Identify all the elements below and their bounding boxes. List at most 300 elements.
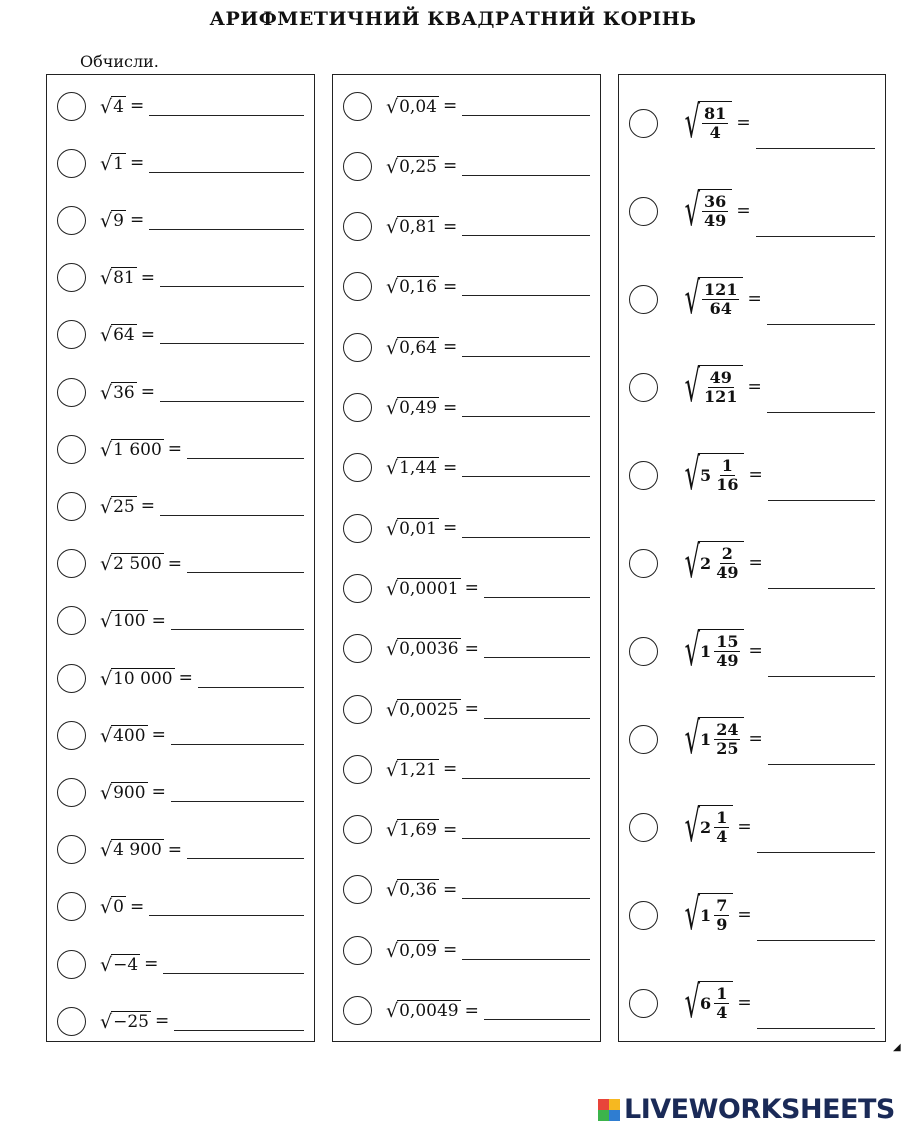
answer-circle[interactable] — [343, 152, 372, 181]
answer-circle[interactable] — [57, 835, 86, 864]
equals-sign: = — [737, 993, 752, 1013]
radical-sign-icon: √ — [386, 577, 399, 600]
equals-sign: = — [155, 1011, 170, 1032]
equals-sign: = — [736, 113, 751, 133]
radical-sign-icon: √ — [684, 889, 701, 940]
radical-sign-icon: √ — [386, 155, 399, 178]
square-root-expression — [100, 96, 126, 117]
equals-sign: = — [464, 1000, 479, 1021]
square-root-expression — [386, 276, 439, 297]
radicand — [698, 541, 744, 585]
answer-circle[interactable] — [343, 333, 372, 362]
logo-icon — [598, 1099, 620, 1121]
answer-blank[interactable] — [462, 880, 590, 899]
column-3 — [618, 74, 886, 1042]
fraction — [714, 545, 740, 581]
answer-circle[interactable] — [57, 664, 86, 693]
answer-circle[interactable] — [343, 634, 372, 663]
answer-blank[interactable] — [462, 820, 590, 839]
answer-blank[interactable] — [757, 834, 875, 853]
radicand — [698, 805, 733, 849]
exercise-row — [619, 357, 885, 417]
square-root-expression — [386, 638, 461, 659]
square-root-expression — [386, 457, 439, 478]
exercise-row — [47, 375, 314, 409]
radical-sign-icon: √ — [684, 977, 701, 1028]
answer-blank[interactable] — [462, 519, 590, 538]
exercise-row — [619, 973, 885, 1033]
equals-sign: = — [747, 289, 762, 309]
answer-blank[interactable] — [171, 611, 304, 630]
equals-sign: = — [129, 210, 145, 231]
radical-sign-icon: √ — [684, 97, 701, 148]
radical-sign-icon: √ — [100, 438, 113, 461]
square-root-expression — [100, 839, 164, 860]
radicand: 400 — [113, 725, 146, 746]
answer-blank[interactable] — [484, 639, 590, 658]
equals-sign: = — [442, 518, 458, 539]
answer-blank[interactable] — [160, 383, 304, 402]
exercise-row — [619, 621, 885, 681]
square-root-expression — [100, 210, 126, 231]
square-root-expression — [386, 819, 439, 840]
corner-mark: ◢ — [893, 1042, 901, 1053]
square-root-expression — [672, 185, 732, 236]
answer-circle[interactable] — [629, 373, 658, 402]
answer-circle[interactable] — [57, 606, 86, 635]
radical-sign-icon: √ — [386, 517, 399, 540]
radicand: 0,25 — [399, 156, 437, 177]
radicand: 1 — [113, 153, 124, 174]
radical-sign-icon: √ — [100, 781, 113, 804]
exercise-row — [619, 533, 885, 593]
radicand: 81 — [113, 268, 135, 289]
answer-blank[interactable] — [756, 130, 875, 149]
exercise-row — [333, 149, 600, 183]
fraction — [702, 281, 739, 317]
equals-sign: = — [151, 725, 166, 746]
answer-circle[interactable] — [343, 574, 372, 603]
answer-blank[interactable] — [757, 922, 875, 941]
square-root-expression — [100, 725, 148, 746]
exercise-row — [47, 890, 314, 924]
equals-sign: = — [737, 817, 752, 837]
radical-sign-icon: √ — [386, 216, 399, 239]
radical-sign-icon: √ — [100, 267, 113, 290]
equals-sign: = — [129, 153, 145, 174]
answer-circle[interactable] — [57, 263, 86, 292]
exercise-row — [47, 833, 314, 867]
radicand — [698, 981, 733, 1025]
square-root-expression — [672, 625, 744, 676]
square-root-expression — [100, 153, 126, 174]
radicand: 100 — [113, 611, 146, 632]
square-root-expression — [386, 518, 439, 539]
answer-circle[interactable] — [343, 996, 372, 1025]
equals-sign: = — [748, 641, 763, 661]
square-root-expression — [672, 361, 743, 412]
square-root-expression — [386, 1000, 461, 1021]
radicand: 2 500 — [113, 554, 162, 575]
answer-circle[interactable] — [629, 285, 658, 314]
answer-blank[interactable] — [462, 97, 590, 116]
whole-part: 2 — [700, 554, 712, 573]
answer-blank[interactable] — [174, 1012, 304, 1031]
square-root-expression — [386, 940, 439, 961]
answer-circle[interactable] — [629, 637, 658, 666]
numerator: 1 — [721, 456, 733, 476]
radicand: 0,81 — [399, 217, 437, 238]
answer-circle[interactable] — [629, 725, 658, 754]
equals-sign: = — [464, 578, 479, 599]
answer-circle[interactable] — [629, 813, 658, 842]
equals-sign: = — [167, 553, 183, 574]
radical-sign-icon: √ — [386, 1000, 399, 1022]
square-root-expression — [100, 896, 126, 917]
radical-sign-icon: √ — [100, 324, 113, 347]
radical-sign-icon: √ — [100, 1010, 113, 1033]
radicand — [698, 365, 743, 409]
exercise-row — [333, 571, 600, 605]
radicand: 0,04 — [399, 96, 437, 117]
answer-circle[interactable] — [343, 272, 372, 301]
radicand: −4 — [113, 954, 139, 975]
answer-blank[interactable] — [462, 157, 590, 176]
answer-blank[interactable] — [160, 268, 304, 287]
exercise-row — [333, 752, 600, 786]
radicand — [698, 893, 733, 937]
radical-sign-icon: √ — [386, 397, 399, 419]
equals-sign: = — [748, 553, 763, 573]
radicand: 0,09 — [399, 940, 437, 961]
fraction — [714, 809, 729, 845]
liveworksheets-logo — [598, 1094, 895, 1125]
denominator: 121 — [704, 387, 738, 406]
exercise-row — [333, 89, 600, 123]
equals-sign: = — [442, 940, 458, 961]
equals-sign: = — [151, 782, 166, 803]
equals-sign: = — [736, 201, 751, 221]
denominator: 25 — [716, 739, 739, 758]
radical-sign-icon: √ — [684, 713, 701, 764]
answer-circle[interactable] — [629, 901, 658, 930]
answer-circle[interactable] — [629, 109, 658, 138]
radical-sign-icon: √ — [386, 758, 399, 781]
answer-blank[interactable] — [462, 941, 590, 960]
square-root-expression — [100, 553, 164, 574]
answer-blank[interactable] — [160, 325, 304, 344]
answer-blank[interactable] — [187, 440, 304, 459]
answer-circle[interactable] — [57, 778, 86, 807]
answer-blank[interactable] — [768, 482, 875, 501]
answer-blank[interactable] — [160, 497, 304, 516]
exercise-row — [47, 489, 314, 523]
radical-sign-icon: √ — [684, 449, 701, 500]
equals-sign: = — [140, 496, 155, 517]
answer-circle[interactable] — [629, 549, 658, 578]
square-root-expression — [386, 337, 439, 358]
answer-blank[interactable] — [149, 897, 304, 916]
radicand: 4 — [113, 96, 124, 117]
square-root-expression — [386, 96, 439, 117]
radicand: 900 — [113, 782, 146, 803]
numerator: 1 — [716, 808, 728, 828]
whole-part: 6 — [700, 994, 712, 1013]
instruction: Обчисли. — [80, 52, 159, 71]
answer-blank[interactable] — [768, 570, 875, 589]
radicand: 0,0036 — [399, 639, 459, 660]
answer-circle[interactable] — [343, 815, 372, 844]
radicand: 9 — [113, 210, 124, 231]
exercise-row — [47, 203, 314, 237]
square-root-expression — [100, 954, 140, 975]
exercise-row — [333, 330, 600, 364]
radical-sign-icon: √ — [100, 152, 113, 175]
square-root-expression — [386, 578, 461, 599]
answer-blank[interactable] — [198, 669, 304, 688]
answer-circle[interactable] — [343, 453, 372, 482]
square-root-expression — [100, 324, 137, 345]
radicand: 0,49 — [399, 398, 437, 418]
equals-sign: = — [442, 457, 458, 478]
equals-sign: = — [442, 96, 458, 116]
answer-circle[interactable] — [343, 212, 372, 241]
answer-circle[interactable] — [629, 989, 658, 1018]
radical-sign-icon: √ — [386, 638, 399, 661]
fraction — [714, 897, 729, 933]
denominator: 16 — [716, 475, 739, 494]
column-1 — [46, 74, 315, 1042]
answer-circle[interactable] — [57, 206, 86, 235]
exercise-row — [47, 775, 314, 809]
numerator: 49 — [709, 368, 732, 388]
exercise-row — [47, 947, 314, 981]
answer-circle[interactable] — [57, 1007, 86, 1036]
answer-blank[interactable] — [767, 394, 875, 413]
square-root-expression — [386, 156, 439, 177]
answer-blank[interactable] — [462, 760, 590, 779]
whole-part: 1 — [700, 906, 712, 925]
exercise-row — [333, 994, 600, 1028]
numerator: 81 — [704, 104, 727, 124]
answer-circle[interactable] — [57, 892, 86, 921]
square-root-expression — [100, 439, 164, 460]
square-root-expression — [672, 801, 733, 852]
radicand — [698, 629, 744, 673]
answer-circle[interactable] — [57, 721, 86, 750]
radical-sign-icon: √ — [100, 381, 113, 404]
radicand: 25 — [113, 496, 135, 517]
square-root-expression — [100, 782, 148, 803]
answer-blank[interactable] — [462, 217, 590, 236]
answer-blank[interactable] — [484, 1001, 590, 1020]
radical-sign-icon: √ — [100, 724, 113, 747]
answer-circle[interactable] — [343, 514, 372, 543]
square-root-expression — [672, 889, 733, 940]
numerator: 121 — [704, 280, 738, 300]
answer-circle[interactable] — [57, 320, 86, 349]
exercise-row — [619, 797, 885, 857]
radicand: 64 — [113, 325, 135, 346]
denominator: 49 — [716, 563, 739, 582]
answer-blank[interactable] — [756, 218, 875, 237]
equals-sign: = — [442, 759, 458, 780]
radical-sign-icon: √ — [100, 667, 113, 690]
exercise-row — [619, 93, 885, 153]
answer-blank[interactable] — [462, 458, 590, 477]
exercise-row — [47, 1004, 314, 1038]
radicand — [698, 453, 744, 497]
radicand: 10 000 — [113, 668, 173, 689]
exercise-row — [47, 318, 314, 352]
answer-circle[interactable] — [57, 149, 86, 178]
square-root-expression — [672, 713, 744, 764]
fraction — [714, 721, 740, 757]
radicand: 0,0001 — [399, 578, 459, 599]
fraction — [714, 985, 729, 1021]
answer-circle[interactable] — [57, 92, 86, 121]
denominator: 49 — [716, 651, 739, 670]
answer-blank[interactable] — [462, 277, 590, 296]
answer-circle[interactable] — [343, 936, 372, 965]
equals-sign: = — [747, 377, 762, 397]
radical-sign-icon: √ — [100, 495, 113, 518]
exercise-row — [333, 391, 600, 425]
square-root-expression — [386, 759, 439, 780]
numerator: 36 — [704, 192, 727, 212]
exercise-row — [47, 604, 314, 638]
exercise-row — [333, 692, 600, 726]
answer-circle[interactable] — [57, 378, 86, 407]
answer-blank[interactable] — [163, 955, 304, 974]
answer-blank[interactable] — [484, 700, 590, 719]
radical-sign-icon: √ — [100, 610, 113, 633]
radicand: 0,64 — [399, 337, 437, 358]
radical-sign-icon: √ — [100, 553, 113, 576]
square-root-expression — [672, 273, 743, 324]
radical-sign-icon: √ — [100, 839, 113, 862]
fraction — [714, 457, 740, 493]
radical-sign-icon: √ — [684, 273, 701, 324]
answer-blank[interactable] — [462, 398, 590, 417]
answer-blank[interactable] — [767, 306, 875, 325]
whole-part: 1 — [700, 730, 712, 749]
answer-blank[interactable] — [171, 726, 304, 745]
answer-blank[interactable] — [149, 97, 304, 116]
answer-blank[interactable] — [149, 211, 304, 230]
answer-circle[interactable] — [57, 950, 86, 979]
answer-blank[interactable] — [768, 658, 875, 677]
answer-circle[interactable] — [343, 695, 372, 724]
answer-circle[interactable] — [343, 393, 372, 422]
answer-circle[interactable] — [343, 92, 372, 121]
radical-sign-icon: √ — [386, 698, 399, 721]
answer-blank[interactable] — [484, 579, 590, 598]
equals-sign: = — [167, 839, 183, 860]
answer-circle[interactable] — [57, 435, 86, 464]
radicand: 1 600 — [113, 439, 162, 460]
answer-circle[interactable] — [629, 197, 658, 226]
equals-sign: = — [442, 397, 458, 418]
radicand: 0,01 — [399, 518, 437, 539]
fraction — [702, 193, 728, 229]
equals-sign: = — [151, 610, 166, 631]
exercise-row — [619, 885, 885, 945]
answer-circle[interactable] — [629, 461, 658, 490]
denominator: 64 — [709, 299, 732, 318]
exercise-row — [333, 451, 600, 485]
square-root-expression — [100, 668, 175, 689]
radicand — [698, 717, 744, 761]
answer-circle[interactable] — [343, 755, 372, 784]
radicand: 0,16 — [399, 277, 437, 298]
equals-sign: = — [464, 638, 479, 659]
page-title: АРИФМЕТИЧНИЙ КВАДРАТНИЙ КОРІНЬ — [209, 8, 697, 30]
answer-blank[interactable] — [757, 1010, 875, 1029]
exercise-row — [333, 511, 600, 545]
radical-sign-icon: √ — [100, 209, 113, 232]
radical-sign-icon: √ — [100, 953, 113, 976]
numerator: 15 — [716, 632, 739, 652]
denominator: 9 — [716, 915, 728, 934]
answer-circle[interactable] — [57, 549, 86, 578]
exercise-row — [333, 933, 600, 967]
logo-text: LIVEWORKSHEETS — [624, 1094, 895, 1125]
exercise-row — [47, 432, 314, 466]
radical-sign-icon: √ — [386, 879, 399, 902]
answer-blank[interactable] — [171, 783, 304, 802]
exercise-row — [47, 261, 314, 295]
radical-sign-icon: √ — [100, 95, 113, 118]
radicand: 1,44 — [399, 458, 437, 479]
equals-sign: = — [748, 729, 763, 749]
fraction — [702, 105, 728, 141]
square-root-expression — [672, 97, 732, 148]
answer-blank[interactable] — [149, 154, 304, 173]
equals-sign: = — [442, 276, 458, 297]
equals-sign: = — [178, 668, 193, 688]
exercise-row — [333, 873, 600, 907]
equals-sign: = — [129, 96, 145, 116]
radical-sign-icon: √ — [100, 896, 113, 919]
square-root-expression — [672, 449, 744, 500]
radicand: 0,36 — [399, 880, 437, 901]
equals-sign: = — [737, 905, 752, 925]
radical-sign-icon: √ — [386, 276, 399, 299]
numerator: 2 — [721, 544, 733, 564]
radical-sign-icon: √ — [386, 95, 399, 118]
answer-circle[interactable] — [57, 492, 86, 521]
square-root-expression — [100, 496, 137, 517]
radical-sign-icon: √ — [386, 336, 399, 359]
exercise-row — [333, 813, 600, 847]
exercise-row — [333, 270, 600, 304]
answer-blank[interactable] — [187, 840, 304, 859]
answer-blank[interactable] — [462, 338, 590, 357]
exercise-row — [333, 632, 600, 666]
exercise-row — [47, 718, 314, 752]
radicand — [698, 189, 732, 233]
square-root-expression — [672, 977, 733, 1028]
answer-circle[interactable] — [343, 875, 372, 904]
answer-blank[interactable] — [768, 746, 875, 765]
exercise-row — [619, 445, 885, 505]
equals-sign: = — [129, 896, 145, 917]
answer-blank[interactable] — [187, 554, 304, 573]
equals-sign: = — [748, 465, 763, 485]
denominator: 4 — [716, 1003, 728, 1022]
radicand: 36 — [113, 382, 135, 403]
